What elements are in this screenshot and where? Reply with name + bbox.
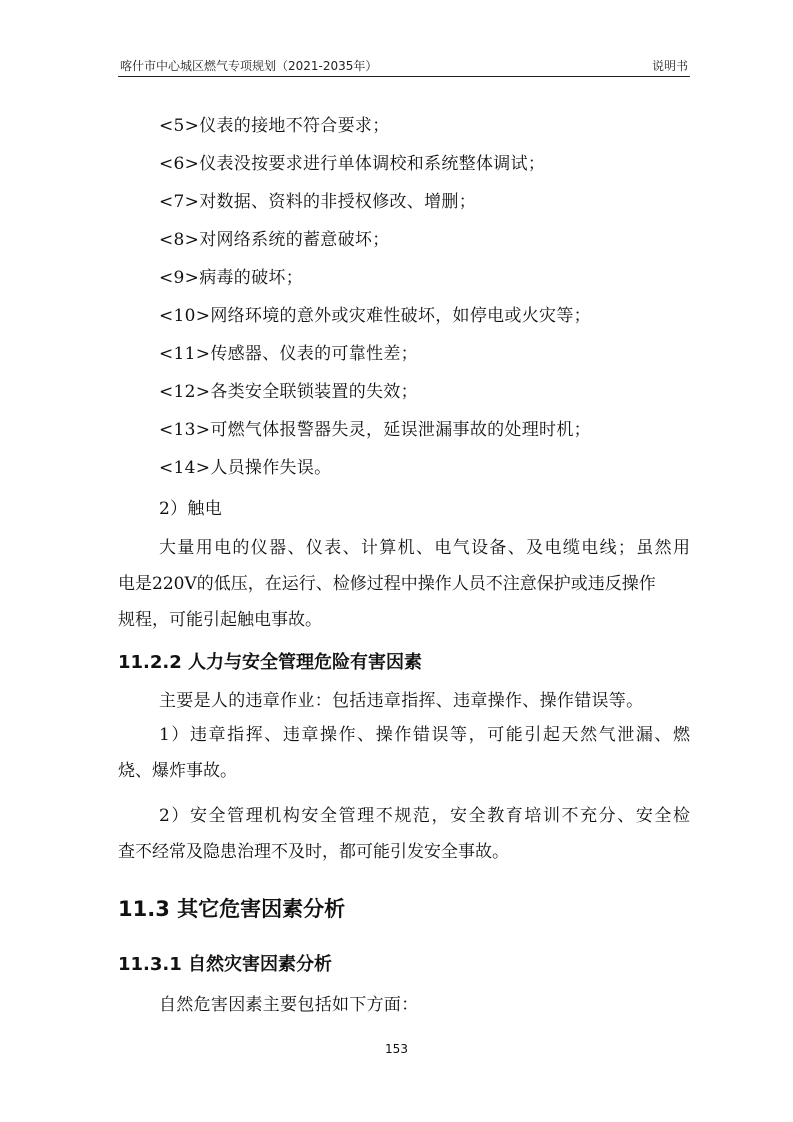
management-line-2: 查不经常及隐患治理不及时，都可能引发安全事故。 xyxy=(118,842,509,862)
electric-paragraph xyxy=(118,530,690,638)
section-11-3-1-heading: 11.3.1 自然灾害因素分析 xyxy=(118,954,333,975)
management-line-1: 2）安全管理机构安全管理不规范，安全教育培训不充分、安全检 xyxy=(159,806,690,826)
header-doc-type: 说明书 xyxy=(651,59,688,73)
list-item: <5>仪表的接地不符合要求； xyxy=(159,116,390,136)
header-title: 喀什市中心城区燃气专项规划（2021-2035年） xyxy=(120,59,378,73)
violation-line-2: 烧、爆炸事故。 xyxy=(118,761,237,781)
list-item: <11>传感器、仪表的可靠性差； xyxy=(159,344,418,364)
electric-line-3: 规程，可能引起触电事故。 xyxy=(118,610,322,630)
list-item: <13>可燃气体报警器失灵，延误泄漏事故的处理时机； xyxy=(159,420,591,440)
violation-paragraph xyxy=(118,717,690,789)
list-item: <9>病毒的破坏； xyxy=(159,268,304,288)
page-number: 153 xyxy=(385,1042,408,1056)
management-paragraph xyxy=(118,798,690,870)
list-item: <7>对数据、资料的非授权修改、增删； xyxy=(159,192,477,212)
violation-line-1: 1）违章指挥、违章操作、操作错误等，可能引起天然气泄漏、燃 xyxy=(159,725,690,745)
list-item: <14>人员操作失误。 xyxy=(159,458,332,478)
electric-line-1: 大量用电的仪器、仪表、计算机、电气设备、及电缆电线；虽然用 xyxy=(159,538,690,558)
electric-heading: 2）触电 xyxy=(159,499,223,519)
list-item: <6>仪表没按要求进行单体调校和系统整体调试； xyxy=(159,154,546,174)
page-header xyxy=(118,56,690,77)
section-11-2-2-intro: 主要是人的违章作业：包括违章指挥、违章操作、操作错误等。 xyxy=(159,691,644,711)
list-item: <12>各类安全联锁装置的失效； xyxy=(159,382,418,402)
electric-line-2: 电是220V的低压，在运行、检修过程中操作人员不注意保护或违反操作 xyxy=(118,574,656,594)
section-11-3-1-intro: 自然危害因素主要包括如下方面： xyxy=(159,995,419,1015)
list-item: <10>网络环境的意外或灾难性破坏，如停电或火灾等； xyxy=(159,306,591,326)
section-11-2-2-heading: 11.2.2 人力与安全管理危险有害因素 xyxy=(118,652,423,673)
section-11-3-heading: 11.3 其它危害因素分析 xyxy=(118,897,346,921)
list-item: <8>对网络系统的蓄意破坏； xyxy=(159,230,390,250)
